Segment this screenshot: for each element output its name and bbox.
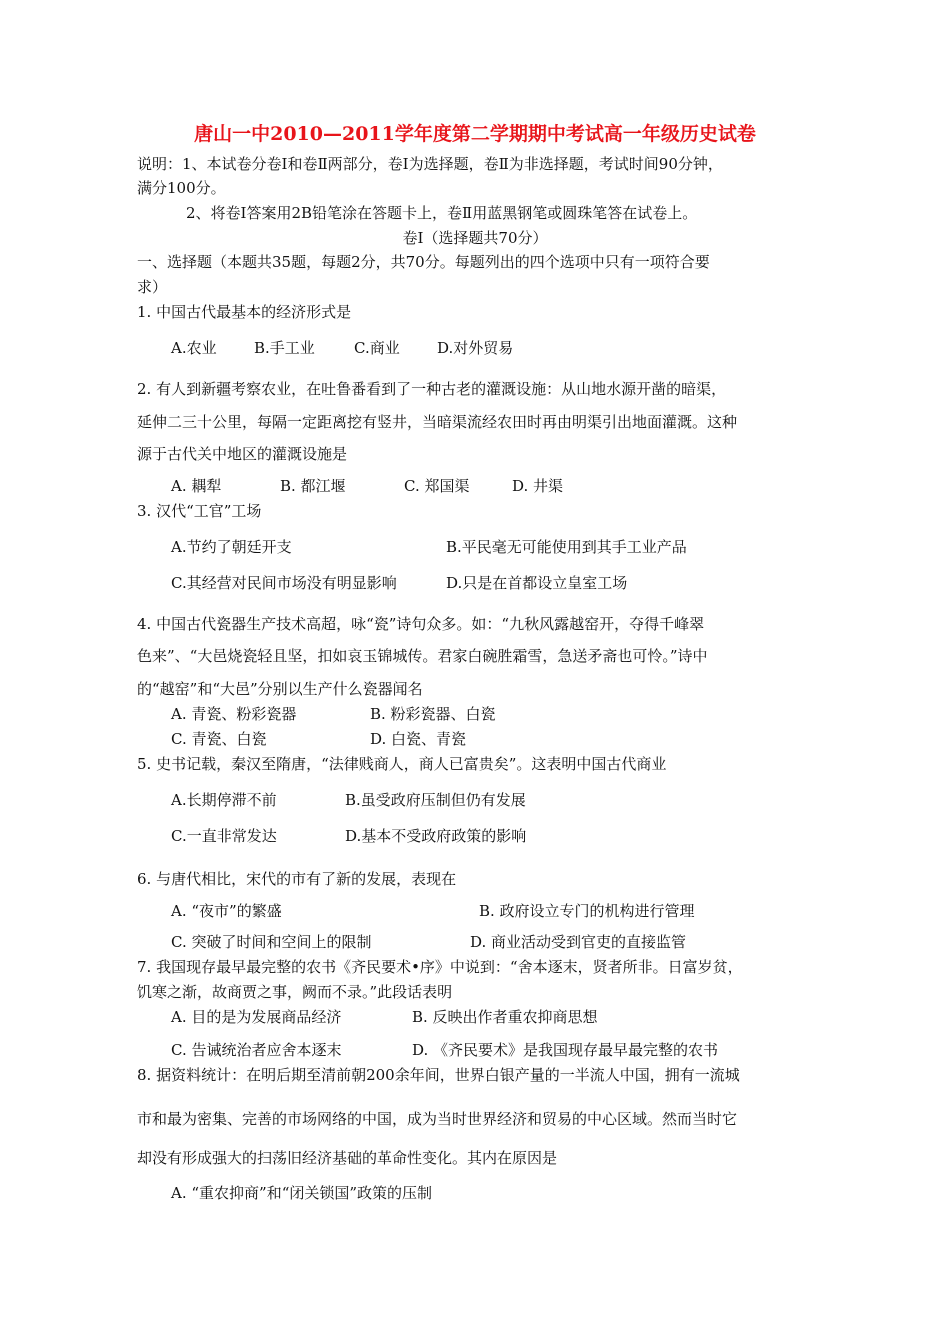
question-2-option-d: D. 井渠 <box>512 477 564 495</box>
question-6-option-a: A. “夜市”的繁盛 <box>171 902 282 920</box>
question-2-stem-2: 延伸二三十公里，每隔一定距离挖有竖井，当暗渠流经农田时再由明渠引出地面灌溉。这种 <box>137 413 738 431</box>
question-3-option-d: D.只是在首都设立皇室工场 <box>446 574 628 592</box>
question-1-option-c: C.商业 <box>354 339 400 357</box>
exam-title: 唐山一中2010—2011学年度第二学期期中考试高一年级历史试卷 <box>194 123 756 145</box>
instructions-line-1: 一、选择题（本题共35题，每题2分，共70分。每题列出的四个选项中只有一项符合要 <box>137 253 710 271</box>
question-2-option-c: C. 郑国渠 <box>404 477 470 495</box>
question-2-option-a: A. 耦犁 <box>171 477 222 495</box>
notes-line-2: 满分100分。 <box>137 179 226 197</box>
question-3-option-b: B.平民毫无可能使用到其手工业产品 <box>446 538 687 556</box>
question-7-stem-2: 饥寒之渐，故商贾之事，阙而不录。”此段话表明 <box>137 983 453 1001</box>
question-7-option-a: A. 目的是为发展商品经济 <box>171 1008 342 1026</box>
question-4-option-a: A. 青瓷、粉彩瓷器 <box>171 705 297 723</box>
question-8-stem-3: 却没有形成强大的扫荡旧经济基础的革命性变化。其内在原因是 <box>137 1149 558 1167</box>
question-6-option-c: C. 突破了时间和空间上的限制 <box>171 933 372 951</box>
question-8-stem-1: 8. 据资料统计：在明后期至清前朝200余年间，世界白银产量的一半流人中国，拥有一流城 <box>137 1066 740 1084</box>
question-8-stem-2: 市和最为密集、完善的市场网络的中国，成为当时世界经济和贸易的中心区域。然而当时它 <box>137 1110 738 1128</box>
question-1-option-d: D.对外贸易 <box>437 339 514 357</box>
question-6-option-d: D. 商业活动受到官吏的直接监管 <box>470 933 687 951</box>
question-8-option-a: A. “重农抑商”和“闭关锁国”政策的压制 <box>171 1184 433 1202</box>
question-6-option-b: B. 政府设立专门的机构进行管理 <box>479 902 695 920</box>
notes-line-1: 说明：1、本试卷分卷Ⅰ和卷Ⅱ两部分，卷Ⅰ为选择题，卷Ⅱ为非选择题，考试时间90分钟， <box>137 155 723 173</box>
question-7-option-d: D. 《齐民要术》是我国现存最早最完整的农书 <box>412 1041 719 1059</box>
question-5-option-a: A.长期停滞不前 <box>171 791 277 809</box>
question-3-option-a: A.节约了朝廷开支 <box>171 538 292 556</box>
question-2-stem-1: 2. 有人到新疆考察农业，在吐鲁番看到了一种古老的灌溉设施：从山地水源开凿的暗渠， <box>137 380 727 398</box>
question-2-stem-3: 源于古代关中地区的灌溉设施是 <box>137 445 348 463</box>
question-3-stem: 3. 汉代“工官”工场 <box>137 502 262 520</box>
question-7-option-c: C. 告诫统治者应舍本逐末 <box>171 1041 342 1059</box>
question-3-option-c: C.其经营对民间市场没有明显影响 <box>171 574 397 592</box>
question-7-stem-1: 7. 我国现存最早最完整的农书《齐民要术•序》中说到：“舍本逐末，贤者所非。日富岁贫， <box>137 958 743 976</box>
question-1-option-b: B.手工业 <box>254 339 315 357</box>
question-5-option-d: D.基本不受政府政策的影响 <box>345 827 527 845</box>
question-1-option-a: A.农业 <box>171 339 217 357</box>
question-2-option-b: B. 都江堰 <box>280 477 346 495</box>
question-4-stem-1: 4. 中国古代瓷器生产技术高超，咏“瓷”诗句众多。如：“九秋风露越窑开，夺得千峰翠 <box>137 615 705 633</box>
question-4-option-c: C. 青瓷、白瓷 <box>171 730 267 748</box>
question-4-stem-2: 色来”、“大邑烧瓷轻且坚，扣如哀玉锦城传。君家白碗胜霜雪，急送矛斋也可怜。”诗中 <box>137 647 708 665</box>
question-6-stem: 6. 与唐代相比，宋代的市有了新的发展，表现在 <box>137 870 457 888</box>
question-1-stem: 1. 中国古代最基本的经济形式是 <box>137 303 352 321</box>
instructions-line-2: 求） <box>137 278 168 296</box>
question-4-option-b: B. 粉彩瓷器、白瓷 <box>370 705 496 723</box>
question-4-stem-3: 的“越窑”和“大邑”分别以生产什么瓷器闻名 <box>137 680 423 698</box>
notes-line-3: 2、将卷Ⅰ答案用2B铅笔涂在答题卡上，卷Ⅱ用蓝黑钢笔或圆珠笔答在试卷上。 <box>186 204 698 222</box>
question-5-option-b: B.虽受政府压制但仍有发展 <box>345 791 526 809</box>
question-5-stem: 5. 史书记载，秦汉至隋唐，“法律贱商人，商人已富贵矣”。这表明中国古代商业 <box>137 755 667 773</box>
question-4-option-d: D. 白瓷、青瓷 <box>370 730 467 748</box>
question-5-option-c: C.一直非常发达 <box>171 827 277 845</box>
section-title: 卷Ⅰ（选择题共70分） <box>402 229 548 247</box>
question-7-option-b: B. 反映出作者重农抑商思想 <box>412 1008 598 1026</box>
